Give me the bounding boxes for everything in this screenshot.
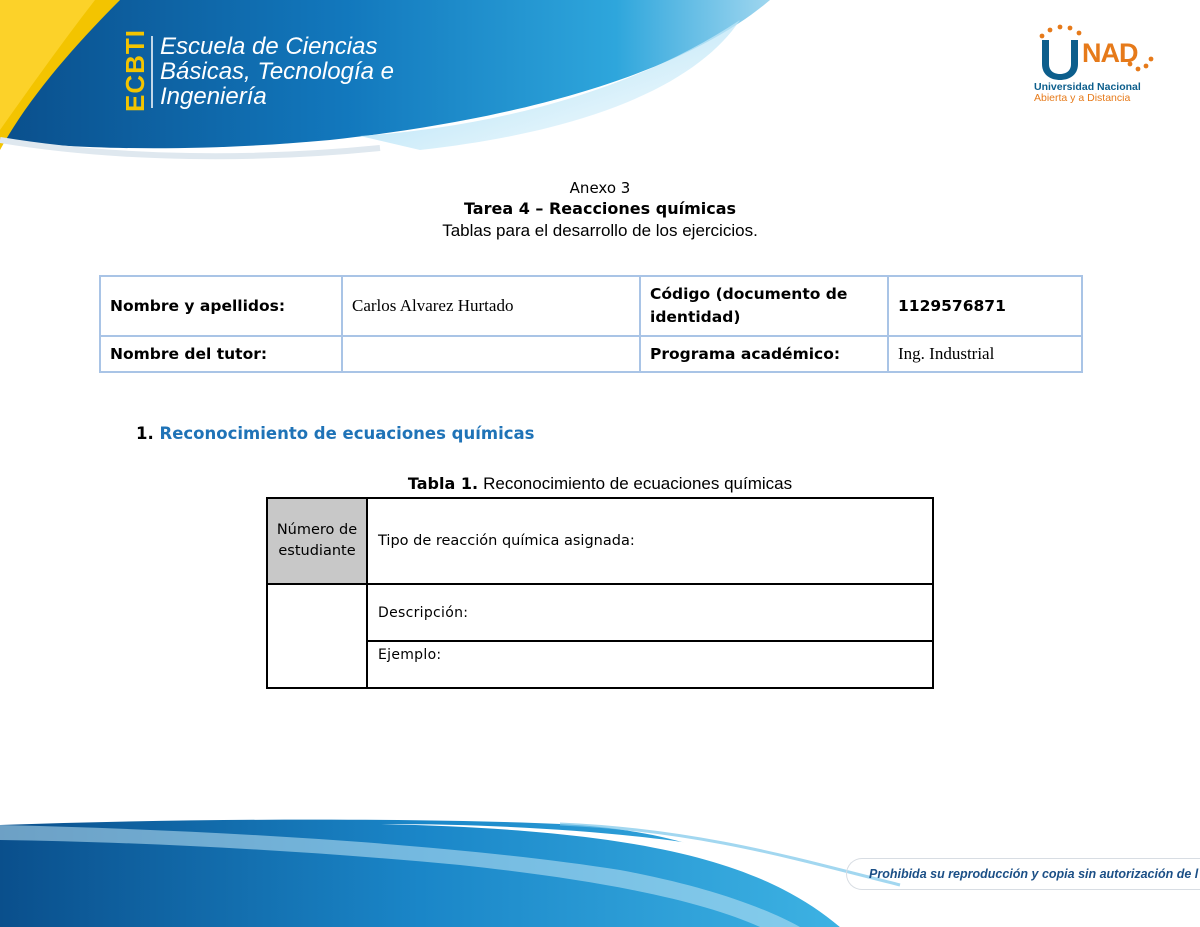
- table-caption-label: Tabla 1.: [407, 474, 479, 493]
- table-caption-text: Reconocimiento de ecuaciones químicas: [483, 474, 793, 493]
- program-label: Programa académico:: [640, 336, 888, 372]
- unad-logo: [1030, 24, 1160, 124]
- table-row: [100, 276, 1082, 336]
- document-subtitle: Tablas para el desarrollo de los ejercicios.: [442, 221, 758, 240]
- tutor-value[interactable]: [342, 336, 640, 372]
- code-label: Código (documento de identidad): [640, 276, 888, 336]
- student-info-table: [99, 275, 1083, 373]
- ecbti-label: ECBTI: [119, 28, 150, 112]
- table-row: [267, 641, 933, 688]
- annex-title: Anexo 3: [569, 179, 631, 197]
- reaction-type-cell[interactable]: Tipo de reacción química asignada:: [367, 498, 933, 584]
- ecbti-vertical-text: [119, 28, 150, 112]
- table-caption: [0, 474, 1200, 494]
- code-value[interactable]: 1129576871: [888, 276, 1082, 336]
- school-name-line3: Ingeniería: [160, 83, 267, 110]
- tutor-label: Nombre del tutor:: [100, 336, 342, 372]
- student-number-header: [267, 498, 367, 584]
- student-number-header-text: Número de estudiante: [276, 522, 358, 559]
- table-row: [100, 336, 1082, 372]
- description-cell[interactable]: Descripción:: [367, 584, 933, 641]
- task-title: Tarea 4 – Reacciones químicas: [463, 199, 737, 218]
- name-label: Nombre y apellidos:: [100, 276, 342, 336]
- school-name-line1: Escuela de Ciencias: [160, 33, 378, 60]
- unad-caption-line1: Universidad Nacional: [1034, 81, 1141, 93]
- example-cell[interactable]: Ejemplo:: [367, 641, 933, 688]
- school-name: [160, 34, 394, 109]
- unad-caption-line2: Abierta y a Distancia: [1034, 92, 1131, 104]
- table-row: [267, 584, 933, 641]
- student-number-cell[interactable]: [267, 584, 367, 688]
- program-value[interactable]: Ing. Industrial: [888, 336, 1082, 372]
- section-title: Reconocimiento de ecuaciones químicas: [159, 424, 535, 443]
- school-name-line2: Básicas, Tecnología e: [160, 58, 394, 85]
- document-titles: [0, 178, 1200, 242]
- name-value[interactable]: Carlos Alvarez Hurtado: [342, 276, 640, 336]
- table-row: [267, 498, 933, 584]
- copyright-notice-text: Prohibida su reproducción y copia sin autorización de l: [869, 867, 1199, 881]
- copyright-notice: [846, 858, 1200, 890]
- header-banner: [0, 0, 1200, 175]
- svg-text:NAD: NAD: [1082, 38, 1138, 68]
- section-heading: [136, 424, 534, 443]
- reaction-table: [266, 497, 934, 689]
- section-number: 1.: [136, 424, 154, 443]
- unad-caption: [1034, 82, 1164, 104]
